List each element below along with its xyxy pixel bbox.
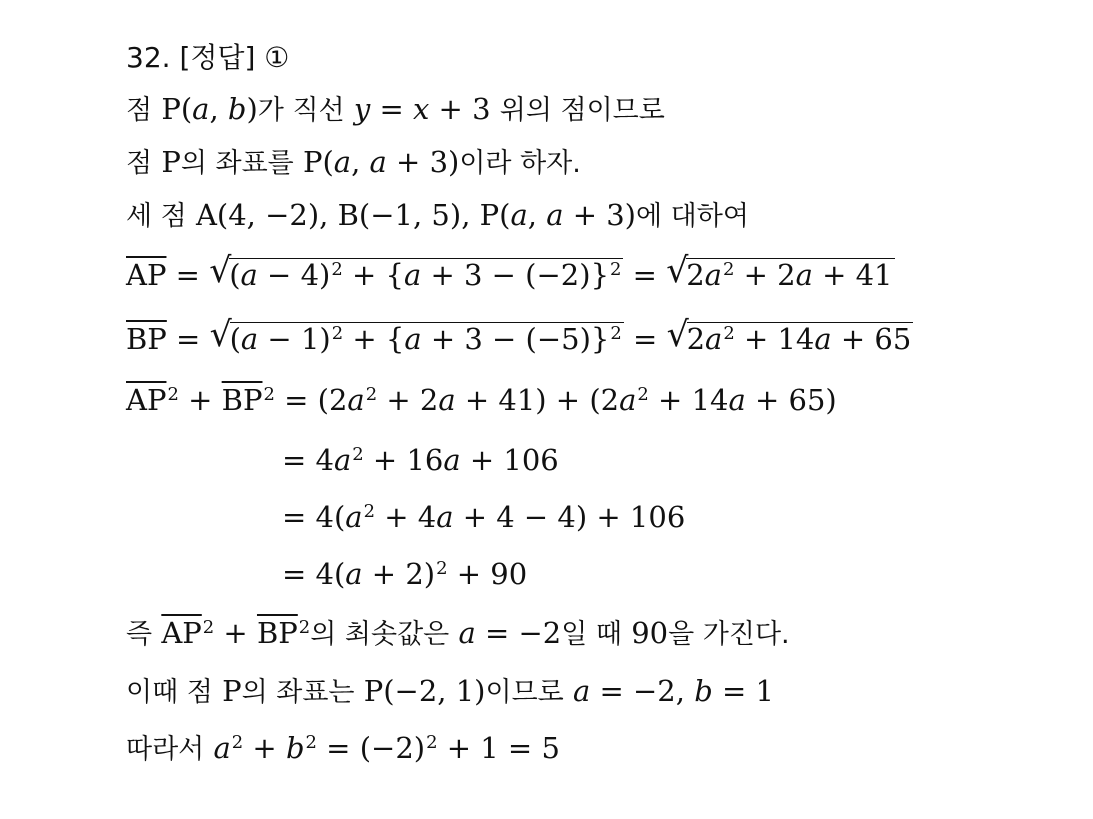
math: = xyxy=(623,258,667,292)
var-a: a xyxy=(814,322,832,356)
math: = 4 xyxy=(282,443,334,477)
text: 을 가진다. xyxy=(668,619,790,650)
line-complete-square xyxy=(282,500,686,534)
var-a: a xyxy=(728,383,746,417)
sqrt-expr xyxy=(209,315,624,356)
math: = xyxy=(623,322,667,356)
var-a: a xyxy=(240,322,259,356)
math: + { xyxy=(342,258,404,292)
sqrt-expr xyxy=(209,251,623,292)
line-ap-length xyxy=(126,251,895,292)
radical-sign: √ xyxy=(666,251,689,291)
text: 점 xyxy=(126,95,153,126)
var-a: a xyxy=(347,383,365,417)
var-a: a xyxy=(705,322,723,356)
line-point-on-line xyxy=(126,92,665,126)
segment-ap: $\overline{AP}$ xyxy=(126,383,167,417)
math: 2 xyxy=(686,258,705,292)
var-a: a xyxy=(240,258,258,292)
exponent: 2 xyxy=(231,732,244,754)
math: + 4 xyxy=(375,500,437,534)
var-a: a xyxy=(546,198,564,232)
exponent: 2 xyxy=(723,323,735,345)
var-a: a xyxy=(619,383,637,417)
radical-sign: √ xyxy=(209,315,232,355)
line-point-coords xyxy=(126,145,581,179)
exponent: 2 xyxy=(722,259,735,281)
math: + 106 xyxy=(460,443,559,477)
text: 가 직선 xyxy=(257,95,345,126)
math: P xyxy=(222,674,242,708)
problem-number: 32. xyxy=(126,41,171,74)
exponent: 2 xyxy=(426,732,438,754)
math: + 2 xyxy=(377,383,439,417)
var-y: y xyxy=(353,92,371,126)
exponent: 2 xyxy=(436,558,448,580)
var-a: a xyxy=(192,92,210,126)
math: + 41) + (2 xyxy=(455,383,620,417)
segment-ap: $\overline{AP}$ xyxy=(126,258,167,292)
math: + 3 − (−5)} xyxy=(421,322,610,356)
math: = xyxy=(166,258,210,292)
text: 점 xyxy=(126,148,153,179)
math: + xyxy=(243,731,286,765)
math: 90 xyxy=(631,616,669,650)
math: P( xyxy=(302,145,334,179)
line-vertex-form xyxy=(282,557,528,591)
math: + 2 xyxy=(734,258,796,292)
exponent: 2 xyxy=(263,384,275,406)
math: , xyxy=(209,92,219,126)
math: + 1 = 5 xyxy=(437,731,560,765)
math: + xyxy=(214,616,257,650)
text: 의 좌표를 xyxy=(180,148,294,179)
var-a: a xyxy=(443,443,461,477)
var-a: a xyxy=(369,145,387,179)
var-a: a xyxy=(572,674,591,708)
exponent: 2 xyxy=(298,617,311,639)
var-b: b xyxy=(285,731,305,765)
var-a: a xyxy=(213,731,231,765)
math: P(−2, 1) xyxy=(363,674,486,708)
math: + 65 xyxy=(831,322,912,356)
var-a: a xyxy=(403,258,422,292)
math: ( xyxy=(229,258,241,292)
math: = xyxy=(166,322,210,356)
line-minimum xyxy=(126,616,790,650)
math: , xyxy=(351,145,361,179)
var-a: a xyxy=(404,322,422,356)
text: 이므로 xyxy=(485,677,564,708)
segment-ap: $\overline{AP}$ xyxy=(161,616,202,650)
var-a: a xyxy=(436,500,454,534)
exponent: 2 xyxy=(637,384,649,406)
exponent: 2 xyxy=(331,259,343,281)
radical-sign: √ xyxy=(209,251,232,291)
math: + 90 xyxy=(447,557,528,591)
text: 세 점 xyxy=(126,201,187,232)
math: = −2, xyxy=(590,674,685,708)
math: = 4( xyxy=(282,500,346,534)
var-b: b xyxy=(694,674,713,708)
math: = 4( xyxy=(282,557,346,591)
sqrt-expr xyxy=(666,315,914,356)
math: = xyxy=(370,92,413,126)
var-x: x xyxy=(412,92,430,126)
text: 이라 하자. xyxy=(459,148,581,179)
var-a: a xyxy=(795,258,813,292)
math: + 3 xyxy=(429,92,491,126)
exponent: 2 xyxy=(331,323,344,345)
segment-bp: $\overline{BP}$ xyxy=(126,322,167,356)
math: 2 xyxy=(686,322,706,356)
radicand xyxy=(229,258,623,290)
exponent: 2 xyxy=(352,444,364,466)
math: ( xyxy=(229,322,241,356)
var-a: a xyxy=(333,145,352,179)
line-point-result xyxy=(126,674,774,708)
var-b: b xyxy=(227,92,247,126)
math: + 3) xyxy=(563,198,636,232)
math: + xyxy=(178,383,222,417)
exponent: 2 xyxy=(363,501,376,523)
sqrt-expr xyxy=(666,251,894,292)
math: + 14 xyxy=(734,322,815,356)
math: + 16 xyxy=(363,443,444,477)
var-a: a xyxy=(510,198,528,232)
math: P xyxy=(161,145,181,179)
line-final-answer xyxy=(126,731,560,765)
exponent: 2 xyxy=(305,732,317,754)
var-a: a xyxy=(458,616,476,650)
math: + 3) xyxy=(386,145,460,179)
line-sum-of-squares xyxy=(126,383,837,417)
math: + 4 − 4) + 106 xyxy=(453,500,686,534)
radicand xyxy=(686,258,894,290)
math: + 65) xyxy=(745,383,837,417)
answer-header xyxy=(126,41,290,74)
line-three-points xyxy=(126,198,749,232)
math: − 4) xyxy=(257,258,331,292)
math: + 14 xyxy=(648,383,729,417)
text: 의 좌표는 xyxy=(241,677,355,708)
exponent: 2 xyxy=(610,259,622,281)
answer-value: ① xyxy=(264,41,290,74)
radicand xyxy=(687,322,914,354)
text: 에 대하여 xyxy=(635,201,749,232)
segment-bp: $\overline{BP}$ xyxy=(221,383,263,417)
text: 위의 점이므로 xyxy=(499,95,665,126)
math: = 1 xyxy=(712,674,774,708)
radical-sign: √ xyxy=(666,315,689,355)
math: + { xyxy=(343,322,405,356)
math: + 2) xyxy=(362,557,436,591)
math: ) xyxy=(246,92,258,126)
text: 의 최솟값은 xyxy=(310,619,450,650)
math: + 41 xyxy=(812,258,893,292)
math: P( xyxy=(161,92,193,126)
math: = −2 xyxy=(475,616,562,650)
text: 따라서 xyxy=(126,734,205,765)
math: = (2 xyxy=(274,383,348,417)
radicand xyxy=(230,322,624,354)
var-a: a xyxy=(345,500,363,534)
math: A(4, −2), B(−1, 5), P( xyxy=(195,198,511,232)
segment-bp: $\overline{BP}$ xyxy=(256,616,298,650)
math: + 3 − (−2)} xyxy=(421,258,610,292)
math: = (−2) xyxy=(316,731,426,765)
var-a: a xyxy=(704,258,722,292)
text: 즉 xyxy=(126,619,153,650)
line-simplified xyxy=(282,443,559,477)
line-bp-length xyxy=(126,315,913,356)
var-a: a xyxy=(438,383,456,417)
math: − 1) xyxy=(258,322,331,356)
var-a: a xyxy=(333,443,352,477)
text: 일 때 xyxy=(561,619,622,650)
exponent: 2 xyxy=(365,384,378,406)
text: 이때 점 xyxy=(126,677,213,708)
var-a: a xyxy=(345,557,363,591)
exponent: 2 xyxy=(202,617,215,639)
exponent: 2 xyxy=(610,323,622,345)
math: , xyxy=(527,198,537,232)
exponent: 2 xyxy=(167,384,179,406)
answer-label: [정답] xyxy=(179,41,256,74)
